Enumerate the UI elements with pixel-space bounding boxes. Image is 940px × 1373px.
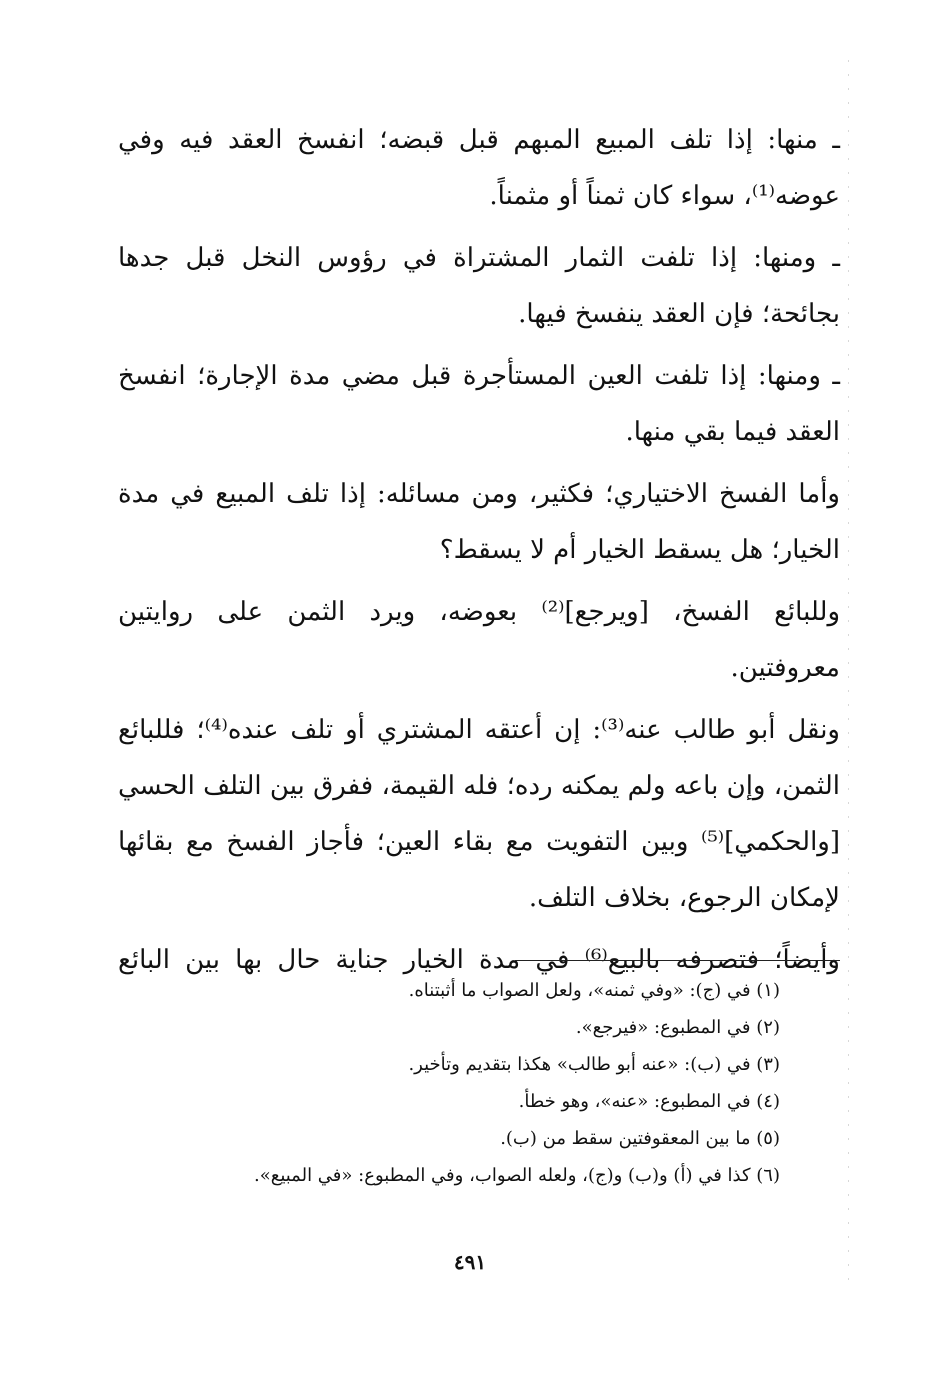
footnote-1: (١) في (ج): «وفي ثمنه»، ولعل الصواب ما أثبتناه.: [408, 980, 780, 1001]
paragraph-1: ـ منها: إذا تلف المبيع المبهم قبل قبضه؛ انفسخ العقد فيه وفي عوضه⁽¹⁾، سواء كان ثمناً أو مثمناً.: [118, 125, 840, 211]
footnote-4: (٤) في المطبوع: «عنه»، وهو خطأ.: [518, 1091, 780, 1112]
footnote-3: (٣) في (ب): «عنه أبو طالب» هكذا بتقديم وتأخير.: [408, 1054, 780, 1075]
footnote-5: (٥) ما بين المعقوفتين سقط من (ب).: [500, 1128, 780, 1149]
footnote-2: (٢) في المطبوع: «فيرجع».: [575, 1017, 780, 1038]
footnote-6: (٦) كذا في (أ) و(ب) و(ج)، ولعله الصواب، وفي المطبوع: «في المبيع».: [254, 1165, 780, 1186]
footnotes: [140, 972, 780, 1194]
paragraph-7: وأيضاً؛ فتصرفه بالبيع⁽⁶⁾ في مدة الخيار جناية حال بها بين البائع: [118, 945, 840, 975]
paragraph-3: ـ ومنها: إذا تلفت العين المستأجرة قبل مضي مدة الإجارة؛ انفسخ العقد فيما بقي منها.: [118, 361, 840, 447]
paragraph-4: وأما الفسخ الاختياري؛ فكثير، ومن مسائله: إذا تلف المبيع في مدة الخيار؛ هل يسقط الخيار أم لا يسقط؟: [118, 479, 840, 565]
scan-edge-mark: [848, 60, 849, 1290]
paragraph-2: ـ ومنها: إذا تلفت الثمار المشتراة في رؤوس النخل قبل جدها بجائحة؛ فإن العقد ينفسخ فيها.: [118, 243, 840, 329]
footnote-separator: [515, 960, 840, 961]
paragraph-5: وللبائع الفسخ، [ويرجع]⁽²⁾ بعوضه، ويرد الثمن على روايتين معروفتين.: [118, 597, 840, 683]
page-number: ٤٩١: [453, 1250, 487, 1274]
paragraph-6: ونقل أبو طالب عنه⁽³⁾: إن أعتقه المشتري أو تلف عنده⁽⁴⁾؛ فللبائع الثمن، وإن باعه ولم يمكنه رده؛ فله القيمة، ففرق بين التلف الحسي [والحكمي]⁽⁵⁾ وبين التفويت مع بقاء العين؛ فأجاز الفسخ مع بقائها لإمكان الرجوع، بخلاف التلف.: [118, 715, 840, 913]
main-text: [118, 112, 840, 994]
